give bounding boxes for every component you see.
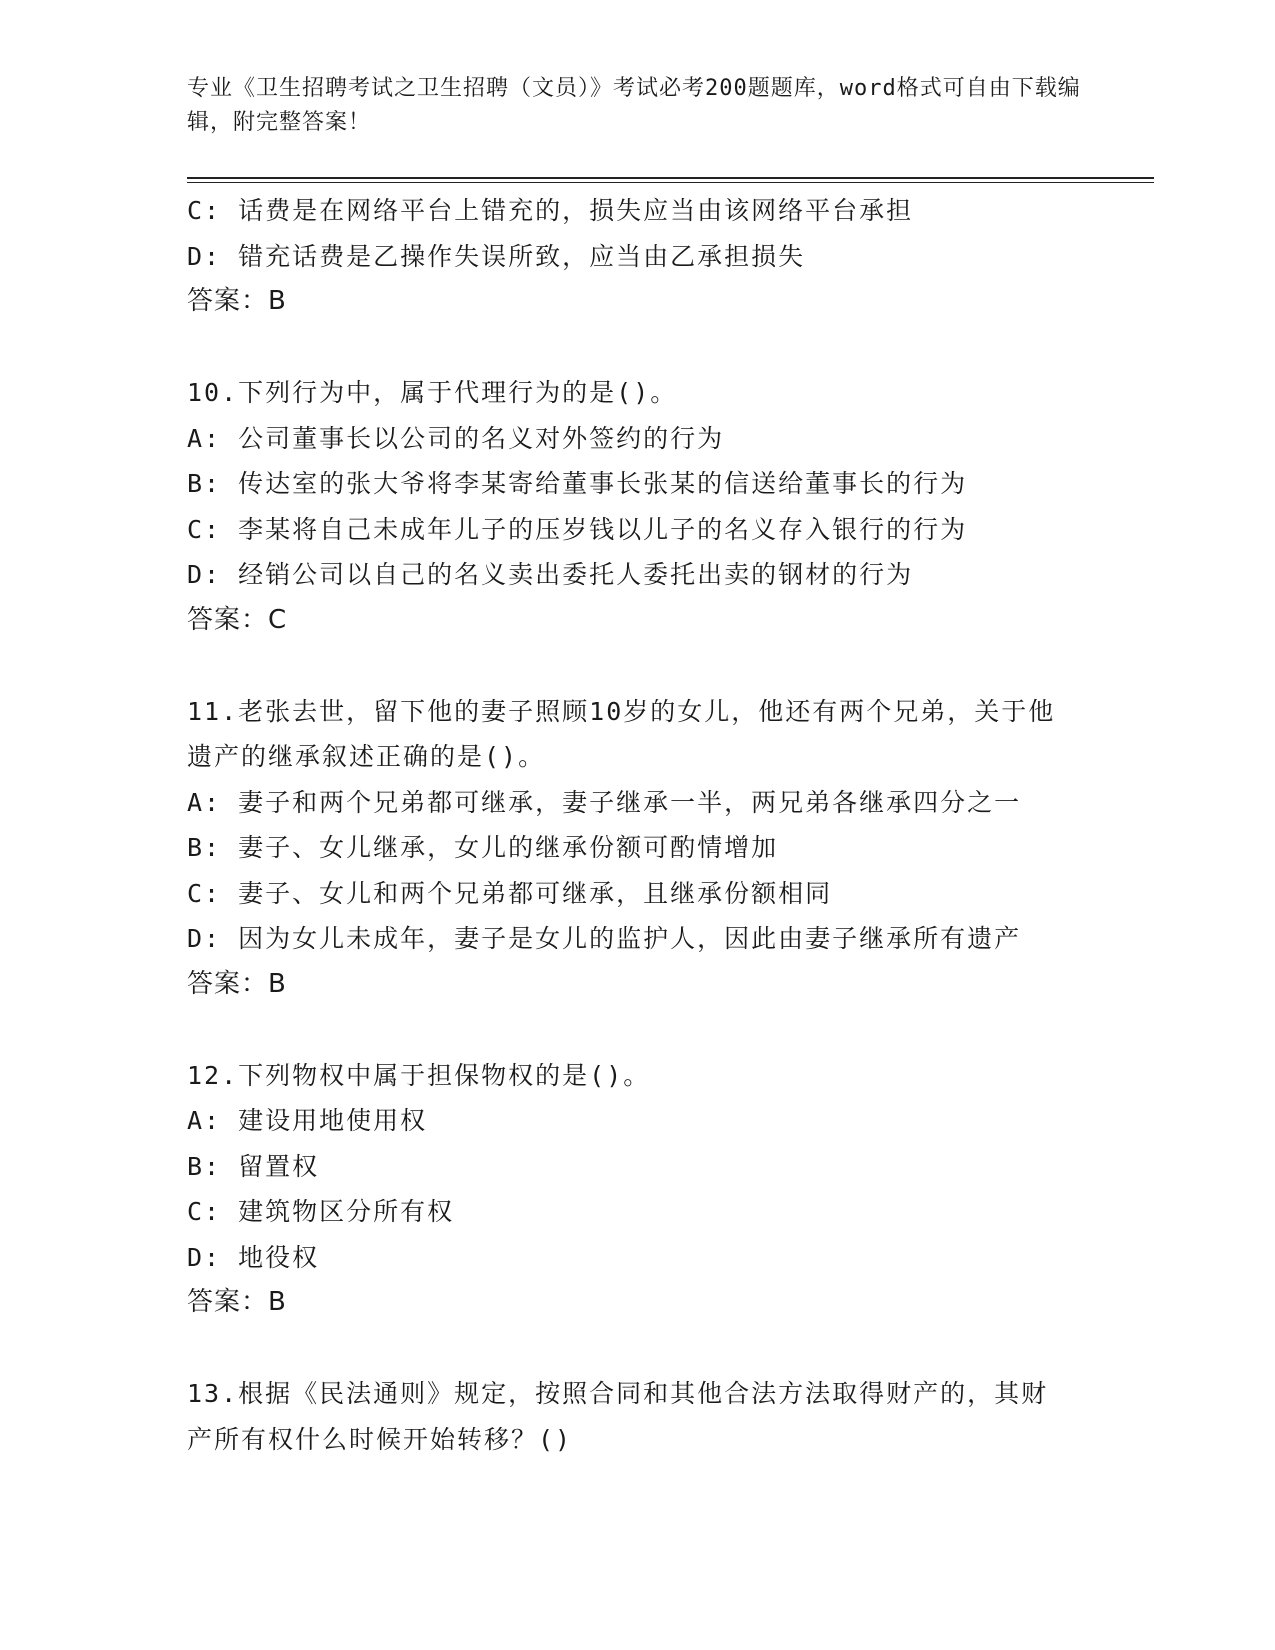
- q11-option-d: D: 因为女儿未成年，妻子是女儿的监护人，因此由妻子继承所有遗产: [187, 924, 1022, 953]
- q10-option-a: A: 公司董事长以公司的名义对外签约的行为: [187, 423, 725, 453]
- question-list: [187, 188, 1087, 1462]
- q10-option-b: B: 传达室的张大爷将李某寄给董事长张某的信送给董事长的行为: [187, 469, 968, 498]
- q12-answer: 答案：B: [187, 1287, 287, 1317]
- q9-option-d: D: 错充话费是乙操作失误所致，应当由乙承担损失: [187, 241, 806, 271]
- q11-question: 11.老张去世，留下他的妻子照顾10岁的女儿，他还有两个兄弟，关于他遗产的继承叙述正确的是()。: [187, 696, 1056, 771]
- q12-option-b: B: 留置权: [187, 1151, 320, 1181]
- q9-option-c: C: 话费是在网络平台上错充的，损失应当由该网络平台承担: [187, 196, 914, 225]
- spacer: [187, 643, 1087, 689]
- header-rule-thick: [187, 177, 1154, 179]
- document-header: 专业《卫生招聘考试之卫生招聘（文员）》考试必考200题题库，word格式可自由下载编辑，附完整答案！: [187, 76, 1081, 135]
- q13-question: 13.根据《民法通则》规定，按照合同和其他合法方法取得财产的，其财产所有权什么时候开始转移？(): [187, 1379, 1049, 1454]
- header-rule-thin: [187, 182, 1154, 183]
- q10-option-d: D: 经销公司以自己的名义卖出委托人委托出卖的钢材的行为: [187, 560, 914, 589]
- spacer: [187, 1326, 1087, 1372]
- q11-option-c: C: 妻子、女儿和两个兄弟都可继承，且继承份额相同: [187, 878, 833, 908]
- q12-question: 12.下列物权中属于担保物权的是()。: [187, 1060, 651, 1090]
- q9-answer: 答案：B: [187, 286, 287, 316]
- q10-option-c: C: 李某将自己未成年儿子的压岁钱以儿子的名义存入银行的行为: [187, 514, 968, 544]
- q12-option-c: C: 建筑物区分所有权: [187, 1197, 455, 1226]
- q10-answer: 答案：C: [187, 604, 288, 635]
- q12-option-d: D: 地役权: [187, 1242, 320, 1272]
- spacer: [187, 325, 1087, 371]
- q12-option-a: A: 建设用地使用权: [187, 1106, 428, 1135]
- spacer: [187, 1007, 1087, 1053]
- q10-question: 10.下列行为中，属于代理行为的是()。: [187, 378, 678, 407]
- q11-option-b: B: 妻子、女儿继承，女儿的继承份额可酌情增加: [187, 833, 779, 862]
- q11-answer: 答案：B: [187, 968, 287, 999]
- q11-option-a: A: 妻子和两个兄弟都可继承，妻子继承一半，两兄弟各继承四分之一: [187, 787, 1022, 817]
